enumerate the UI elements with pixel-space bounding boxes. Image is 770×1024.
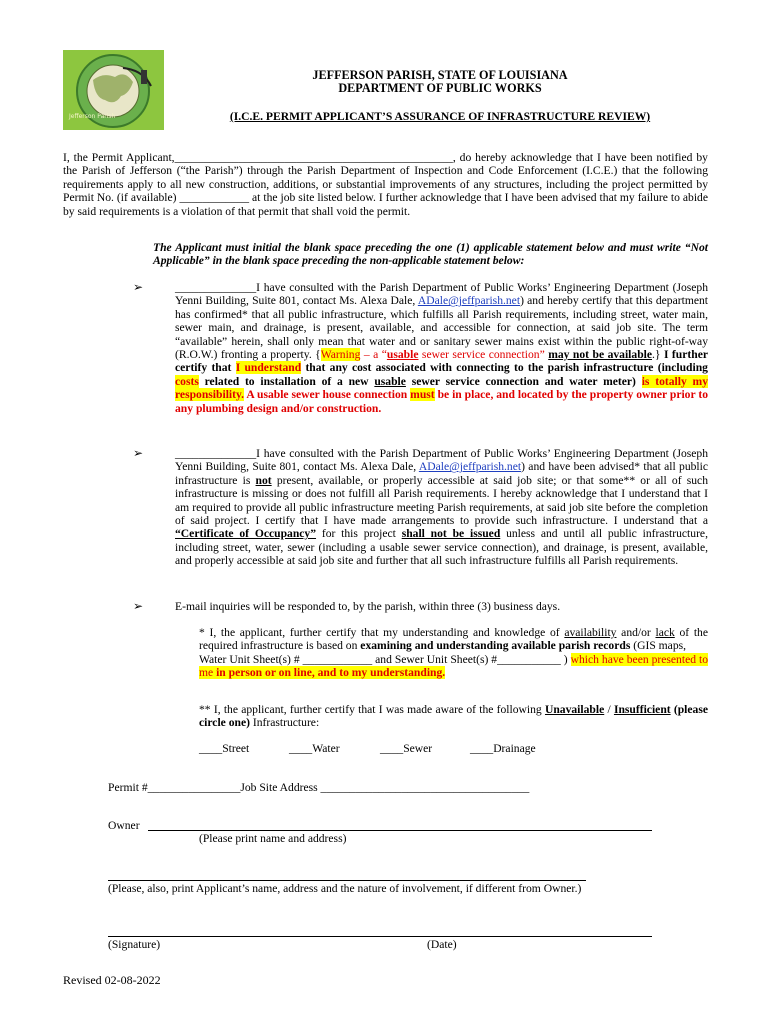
email-link[interactable]: ADale@jeffparish.net [417,294,521,308]
permit-number-blank[interactable]: ____________ [179,191,250,205]
not-text: not [255,473,272,487]
connection-text: A usable sewer house connection [244,388,411,402]
note1-text: * I, the applicant, further certify that my understanding and knowledge of [199,626,565,639]
bullet-arrow-icon-2: ➢ [133,446,144,460]
owner-hint: (Please print name and address) [199,832,347,845]
cost-text: that any cost associated with connecting to the parish infrastructure (including [301,361,708,375]
costs-highlight: costs [175,374,199,388]
note2-text-2: Infrastructure: [249,716,320,730]
intro-text-a: I, the Permit Applicant, [63,151,175,164]
infra-sewer[interactable]: ____Sewer [380,742,433,755]
shall-not-be-issued: shall not be issued [401,527,501,541]
note1-text-3: of the required infrastructure is based on [199,626,708,653]
jefferson-parish-seal-logo [63,50,164,130]
examining-text: examining and understanding available parish records [360,639,631,653]
unit-sheets-text[interactable]: Water Unit Sheet(s) # ____________ and Sewer Unit Sheet(s) #___________ ) [199,652,568,666]
intro-text-c: at the job site listed below. I further acknowledge that I have been advised that my failure to abide by said requirements is a violation of that permit that shall void the permit. [63,191,708,218]
lack-text: lack [655,626,675,639]
sewer-meter-text: sewer service connection and water meter) [405,374,642,388]
must-highlight: must [410,388,435,402]
statement-1-initial-blank[interactable]: ______________ [175,281,257,294]
permit-applicant-name-blank[interactable]: ________________________________________________ [174,151,453,164]
infra-street[interactable]: ____Street [199,742,250,755]
online-highlight: in person or on line, and to my understanding. [216,666,446,680]
statement-2-initial-blank[interactable]: ______________ [175,447,257,460]
availability-text: availability [564,626,617,639]
presented-highlight: which have been presented to me [199,652,708,680]
warning-highlight: Warning [320,348,361,362]
statement-2-text-4: for this project [316,527,402,541]
bullet-arrow-icon-3: ➢ [133,599,144,613]
note2-text: ** I, the applicant, further certify that I was made aware of the following [199,703,545,716]
note-unavailable [199,703,708,730]
warning-text-2: sewer service connection” [418,348,549,362]
slash: / [604,703,614,716]
certificate-of-occupancy: “Certificate of Occupancy” [175,527,317,541]
statement-2-text-2: ) and have been advised* that all public infrastructure is [175,460,708,487]
permit-and-address-field[interactable]: Permit #________________Job Site Address ____________________________________ [108,781,530,794]
unavailable-option[interactable]: Unavailable [544,703,605,716]
statement-2 [175,447,708,568]
property-owner-text: be in place, and located by the property owner prior to any plumbing design and/or construction. [175,388,708,415]
i-understand-highlight: I understand [235,361,302,375]
intro-text-b: , do hereby acknowledge that I have been notified by the Parish of Jefferson (“the Parish”) through the Parish Department of Inspection and Code Enforcement (I.C.E.) that the following requirements apply to all new construction, additions, or substantial improvements of any structures, including the project permitted by Permit No. (if available) [63,151,708,205]
note-availability [199,626,708,680]
may-not-be-available: may not be available [548,348,653,362]
insufficient-option[interactable]: Insufficient [613,703,671,716]
header-agency: JEFFERSON PARISH, STATE OF LOUISIANA [312,68,568,82]
warning-text: – a “ [360,348,387,362]
statement-1-text-2: ) and hereby certify that this department has confirmed* that all public infrastructure, which fulfills all Parish requirements, including street, water main, sewer main, and drainage, is present, available, and accessible for connection, at said job site. The term “available” herein, shall only mean that water and or sanitary sewer mains exist within the public right-of-way (R.O.W.) fronting a property. { [175,294,708,362]
statement-1-text: I have consulted with the Parish Department of Public Works’ Engineering Department (Joseph Yenni Building, Suite 801, contact Ms. Alexa Dale, [175,281,708,308]
note1-text-4: (GIS maps, [630,639,687,653]
usable-text: usable [386,348,419,362]
statement-2-text-5: unless and until all public infrastructure, including street, water, sewer (including a usable sewer service connection), and drainage, is present, available, and properly accessible at said job site and further that all such infrastructure fulfills all Parish requirements. [175,527,708,568]
email-inquiries-text: E-mail inquiries will be responded to, by the parish, within three (3) business days. [175,600,561,613]
signature-label: (Signature) [108,938,161,951]
signature-line[interactable] [108,935,652,937]
date-label: (Date) [427,938,457,951]
owner-field-line[interactable] [148,829,652,831]
infra-water[interactable]: ____Water [289,742,340,755]
statement-2-text: I have consulted with the Parish Department of Public Works’ Engineering Department (Joseph Yenni Building, Suite 801, contact Ms. Alexa Dale, [175,447,708,474]
revised-date: Revised 02-08-2022 [63,973,161,987]
statement-2-text-3: present, available, or properly accessible at said job site; or that some** or all of such infrastructure is missing or does not fulfill all Parish requirements. I hereby acknowledge that I understand that I am required to provide all public infrastructure meeting Parish requirements, at said job site before the completion of said project. I certify that I have made arrangements to provide such infrastructure. I understand that a [175,473,708,528]
note1-text-2: and/or [616,626,656,639]
circle-one-text: (please circle one) [199,703,708,730]
statement-1 [175,281,708,415]
infra-drainage[interactable]: ____Drainage [470,742,536,755]
seal-text: Jefferson Parish [69,113,116,120]
certify-text: I further certify that [175,348,708,375]
responsibility-highlight: is totally my responsibility. [175,374,709,402]
usable-text-2: usable [374,374,406,388]
bullet-arrow-icon: ➢ [133,280,144,294]
installation-text: related to installation of a new [198,374,375,388]
instruction-text: The Applicant must initial the blank space preceding the one (1) applicable statement below and must write “Not Applicable” in the blank space preceding the non-applicable statement below: [153,241,708,268]
email-link-2[interactable]: ADale@jeffparish.net [418,460,522,474]
intro-paragraph [63,151,708,218]
applicant-hint: (Please, also, print Applicant’s name, address and the nature of involvement, if different from Owner.) [108,882,582,895]
header-department: DEPARTMENT OF PUBLIC WORKS [338,81,542,95]
owner-label: Owner [108,819,140,832]
warning-close: .} [652,348,664,362]
applicant-field-line[interactable] [108,879,586,881]
form-title: (I.C.E. PERMIT APPLICANT’S ASSURANCE OF INFRASTRUCTURE REVIEW) [229,110,651,123]
